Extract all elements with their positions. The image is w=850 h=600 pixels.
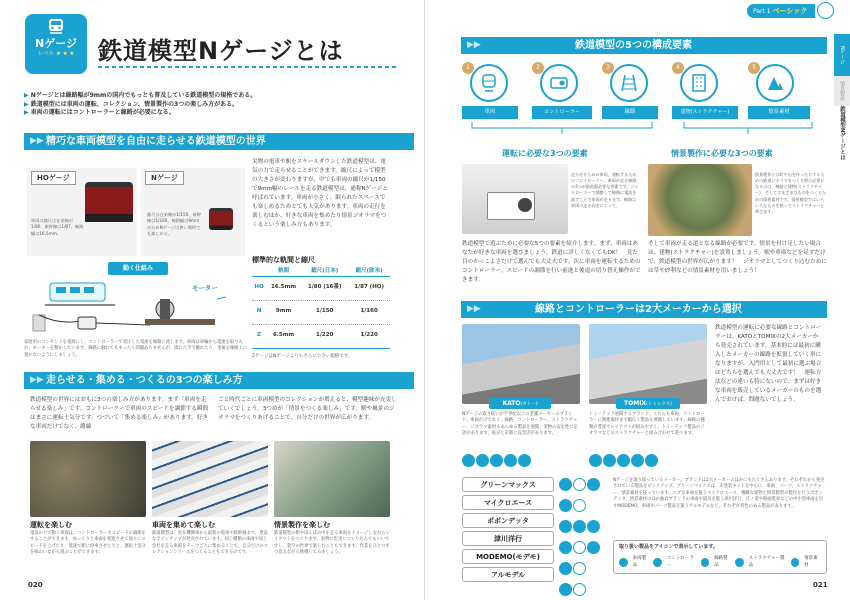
chevron-icon: ▶▶ xyxy=(467,40,481,50)
kato-label: KATO(カトー) xyxy=(489,398,551,409)
ho-text: 車両の縮尺は在来線が1/80、新幹線は1/87。線路幅は16.5mm。 xyxy=(31,218,84,236)
n-card xyxy=(141,168,245,256)
page-title: 鉄道模型Nゲージとは xyxy=(98,37,344,65)
tree-icon xyxy=(791,558,800,567)
page-number-right: 021 xyxy=(813,581,828,589)
train-front-icon xyxy=(46,18,66,34)
controller-knob xyxy=(518,198,532,212)
element-label: 情景素材 xyxy=(748,106,810,119)
mechanism-label: 動く仕組み xyxy=(108,262,168,275)
intro-item: ▶ Nゲージとは線路幅が9mmの国内でもっとも普及している鉄道模型の規格である。 xyxy=(24,92,257,99)
intro-item: ▶ 車両の運転にはコントローラーと線路が必要になる。 xyxy=(24,109,175,117)
section-band-3: ▶▶ 鉄道模型の5つの構成要素 xyxy=(461,37,827,54)
element-card xyxy=(462,62,528,120)
table-title: 標準的な軌間と縮尺 xyxy=(252,256,315,264)
train-icon xyxy=(619,558,628,567)
tree-icon xyxy=(518,454,531,467)
diorama-layout-photo xyxy=(648,164,752,236)
track-icon xyxy=(617,454,630,467)
side-tab-active[interactable]: Nゲージ xyxy=(834,34,850,76)
element-label: コントローラー xyxy=(532,106,592,119)
diorama-photo xyxy=(274,441,390,517)
track-icon xyxy=(701,558,710,567)
chevron-icon: ▶▶ xyxy=(30,375,44,385)
building-icon xyxy=(680,64,718,102)
bullet-icon: ▶ xyxy=(24,109,31,117)
element-card xyxy=(748,62,818,120)
ho-train-image xyxy=(85,182,133,222)
page-number-left: 020 xyxy=(28,581,43,589)
section-band-1: ▶▶ 精巧な車両模型を自由に走らせる鉄道模型の世界 xyxy=(24,133,414,150)
section-band-4: ▶▶ 線路とコントローラーは2大メーカーから選択 xyxy=(461,301,827,318)
train-icon xyxy=(470,64,508,102)
badge-title: Nゲージ xyxy=(35,37,77,51)
brand-item: マイクロエース xyxy=(462,495,554,510)
card3-title: 情景製作を楽しむ xyxy=(274,521,330,529)
section3-body-left: 鉄道模型で遊ぶために必要な5つの要素を紹介します。まず、車両はあなたが好きな車両を選びましょう。鉄道に詳しくなくてもOK！ 見た目のかっこよさだけで選んでも大丈夫です。次に車両を運転するためのコントローラー。スピードの調節を行い前進と後退の切り替え操作ができます。 xyxy=(462,241,641,284)
right-page xyxy=(425,0,850,600)
icon-legend xyxy=(613,540,827,574)
ho-label: HOゲージ xyxy=(31,171,76,185)
section2-col1: 鉄道模型の世界にはおもに3つの楽しみ方があります。まず「車両を走らせる楽しみ」です。コントローラーで車両のスピードを調節する瞬間はまさに運転士気分です。つづいて「集める楽しみ」があります。好きな車両だけでなく、路線 xyxy=(30,397,209,431)
brand-item: グリーンマックス xyxy=(462,477,554,492)
gauge-badge xyxy=(25,14,87,74)
element-card xyxy=(672,62,744,120)
table-row: HO 16.5mm 1/80 (16番) 1/87 (HO) xyxy=(252,276,390,300)
card3-text: 鉄道模型の駅や田んぼの中を走る車両をイメージしながらレイアウトをつくります。実物に忠実につくり込んでもいいですし、架空の世界で楽しむこともできます。作業をひとつずつ覚えながら挑戦してみましょう。 xyxy=(274,531,390,556)
brand-item: アルモデル xyxy=(462,567,554,582)
group2-caption: 情景製作とは町や山を作ったりするための鉄道ジオラマをつくる際に必要になるのは、線路と建物(ストラクチャー)、そしてさまざまなものをつくるための情景素材です。情景模型ではいろいろなものを使ってストラクチャーと呼びます。 xyxy=(755,172,827,214)
tomix-text: トミーテック展開するブランド。こちらも車両、コントローラーに関連素材まで幅広く製品を展開しています。線路の種類が豊富でレイアウトが組みやすく、トミーテック製品のジオラマなどのストラクチャーと組み合わせて遊べます。 xyxy=(589,412,705,437)
kato-icon-row xyxy=(462,454,532,470)
bullet-icon: ▶ xyxy=(24,92,31,99)
section1-body: 実物の電車や駅をスケールダウンした鉄道模型は、電気の力で走らせることができます。縮尺によって模型の大きさが変わりますが、中でも車両の縮尺が1/150で9mm幅のレールを走る鉄道模型は、通称Nゲージと呼ばれています。車両が小さく、限られたスペースでも楽しめるためとても人気があります。車両の走行を楽しむほか、好きな車両を集めたり情景ジオラマをつくるという楽しみ方もあります。 xyxy=(252,159,388,229)
element-label: 線路 xyxy=(602,106,658,119)
table-note: ZゲージはNゲージよりもさらに小さい規格です。 xyxy=(252,354,353,359)
title-underline xyxy=(98,66,398,68)
table-row: N 9mm 1/150 1/160 xyxy=(252,300,390,324)
section4-body: 鉄道模型の運転に必要な線路とコントローラーは、KATOとTOMIXの2大メーカーから発売されています。基本的には最初に購入したメーカーの線路を拡張していく形になりますが、入門用として最初に選ぶ場合はどちらを選んでも大丈夫です！ 運転方法などの違いも特にないので、まずは好きな車両を販売しているメーカーのものを選んでおけば、問題ないでしょう。 xyxy=(715,325,822,404)
part-header: Part 1 ベーシック xyxy=(747,4,815,18)
ho-card xyxy=(27,168,137,256)
tomix-photo xyxy=(589,324,707,404)
mascot-icon xyxy=(817,2,834,19)
n-train-image xyxy=(209,208,233,230)
element-number: 5 xyxy=(748,62,760,74)
intro-item: ▶ 鉄道模型には車両の運転、コレクション、情景製作の3つの楽しみ方がある。 xyxy=(24,100,239,108)
tree-icon xyxy=(645,454,658,467)
side-title: 鉄道模型Nゲージとは xyxy=(839,106,845,161)
tree-icon xyxy=(756,64,794,102)
mechanism-caption: 家庭用のコンセントを電源にし、コントローラーで変圧した電流を線路に流します。車両は車輪から電流を取り入れ、モーターを動かしています。線路に触れてもまったく問題ありませんが、濡れた手で触れたり、金属を線路上に置かないようにしましょう。 xyxy=(24,340,248,358)
layout-photo xyxy=(30,441,146,517)
element-number: 4 xyxy=(672,62,684,74)
card2-text: 鉄道模型は、実在機関車から最新の電車や新幹線まで、豊富なラインナップが発売されています。同じ種類の車両や同じ会社を走る車両をテーマごとに集めることで、自分だけのコレクションシリーズをつくることもできるのです。 xyxy=(152,531,268,556)
controller-icon xyxy=(540,64,578,102)
train-icon xyxy=(462,454,475,467)
building-icon xyxy=(631,454,644,467)
n-label: Nゲージ xyxy=(145,171,184,185)
section-band-2: ▶▶ 走らせる・集める・つくるの3つの楽しみ方 xyxy=(24,372,414,389)
legend-row: 車両製品 コントローラー 線路製品 ストラクチャー製品 情景素材 xyxy=(619,556,821,569)
table-row: Z 6.5mm 1/220 1/220 xyxy=(252,324,390,348)
chevron-icon: ▶▶ xyxy=(467,304,481,314)
element-label: 車両 xyxy=(462,106,518,119)
track-icon xyxy=(610,64,648,102)
controller-icon xyxy=(476,454,489,467)
element-card xyxy=(532,62,598,120)
side-tab[interactable]: 情景製作 xyxy=(834,76,850,106)
card2-title: 車両を集めて楽しむ xyxy=(152,521,215,529)
controller-icon xyxy=(653,558,662,567)
track-icon xyxy=(490,454,503,467)
chevron-icon: ▶▶ xyxy=(30,136,44,146)
bullet-icon: ▶ xyxy=(24,100,31,108)
element-card xyxy=(602,62,668,120)
kato-photo xyxy=(462,324,580,404)
brand-text: Nゲージを取り扱っているメーカー。ブランドは2大メーカーのほかにもたくさんあります。それぞれから発売されている製品をピックアップ。グリーンマックスは、未塗装キットを中心に、車両、パーツ、ストラクチャー、情景素材を扱っています。エブな車両を扱うマイクロエース、精緻な建物と情景模型の製作を行うポポンデッタ、情景素材のほか独自ブランドの車両や道具を扱う津川洋行、江ノ電や路面電車などの中小型車両を出すMODEMO、車両やパーツ製品を扱うアルモデルなど、それぞれ特色のある製品があります。 xyxy=(613,478,825,509)
group2-title: 情景製作に必要な3つの要素 xyxy=(671,149,773,158)
kato-text: Nゲージの取り扱いが半世紀以上の老舗メーカーのブランド。車両だけでなく、線路、コントローラー、ストラクチャー、ジオラマ素材もあらゆる製品を展開。実物の安定性に定評があります。東京と京都に直営店があります。 xyxy=(462,412,578,437)
element-label: 建物(ストラクチャー) xyxy=(672,106,738,119)
element-number: 1 xyxy=(462,62,474,74)
group1-caption: 走らせるための車両、運転するためのコントローラー、車両が走る線路の3つが最低限必要な要素です。コントローラーで調整して線路に電流を流すことで車両が走ります。線路は車両の走る向きによって、 xyxy=(571,172,639,208)
n-text: 縮尺は在来線が1/150、新幹線は1/160。線路幅は9mmのためNゲージは狭い場所でも楽しめる。 xyxy=(147,212,201,236)
brand-icon-grid xyxy=(559,478,607,600)
card1-text: 電気の力で動く車両は、コントローラーでスピードの調節をすることができます。ゆっくりと車両を発進させて徐々にスピードを上げたり、低速で駅に停車させたりと、運転士気分を味わいながら遊ぶことができます。 xyxy=(30,531,146,556)
element-number: 2 xyxy=(532,62,544,74)
brand-item: MODEMO(モデモ) xyxy=(462,549,554,564)
group1-title: 運転に必要な3つの要素 xyxy=(502,149,588,158)
controller-photo xyxy=(462,164,568,234)
controller-icon xyxy=(603,454,616,467)
element-number: 3 xyxy=(602,62,614,74)
brand-item: 津川洋行 xyxy=(462,531,554,546)
section3-body-right: そして車両が走る道となる線路が必要です。情景を付け足したい場合は、建物(ストラクチャー)を設置しましょう。駅や車庫などを足すだけで、鉄道模型の世界が広がります！ ジオラマとしてつくり込むためには草や砂利などの情景素材を用いましょう！ xyxy=(648,241,827,275)
section2-col2: ごと時代ごとに車両模型のコレクションが増えると、模型趣味が充実していくでしょう。3つめが「情景をつくる楽しみ」です。駅や風景のジオラマをつくりあげることで、自分だけの世界が広がります。 xyxy=(218,397,397,422)
motor-label: モーター xyxy=(192,284,218,292)
bracket-lines xyxy=(462,122,822,136)
shinkansen-photo xyxy=(152,441,268,517)
gauge-table xyxy=(252,268,390,349)
train-icon xyxy=(589,454,602,467)
table-header-row: 軌間 縮尺(日本) 縮尺(欧米) xyxy=(252,268,390,276)
badge-level: レベル ★ ★ ★ xyxy=(37,51,75,58)
tomix-label: TOMIX(トミックス) xyxy=(616,398,680,409)
legend-title: 取り扱い製品をアイコンで表示しています。 xyxy=(619,544,718,550)
building-icon xyxy=(504,454,517,467)
brand-item: ポポンデッタ xyxy=(462,513,554,528)
tomix-icon-row xyxy=(589,454,659,470)
intro-list xyxy=(24,92,414,118)
card1-title: 運転を楽しむ xyxy=(30,521,72,529)
building-icon xyxy=(735,558,744,567)
